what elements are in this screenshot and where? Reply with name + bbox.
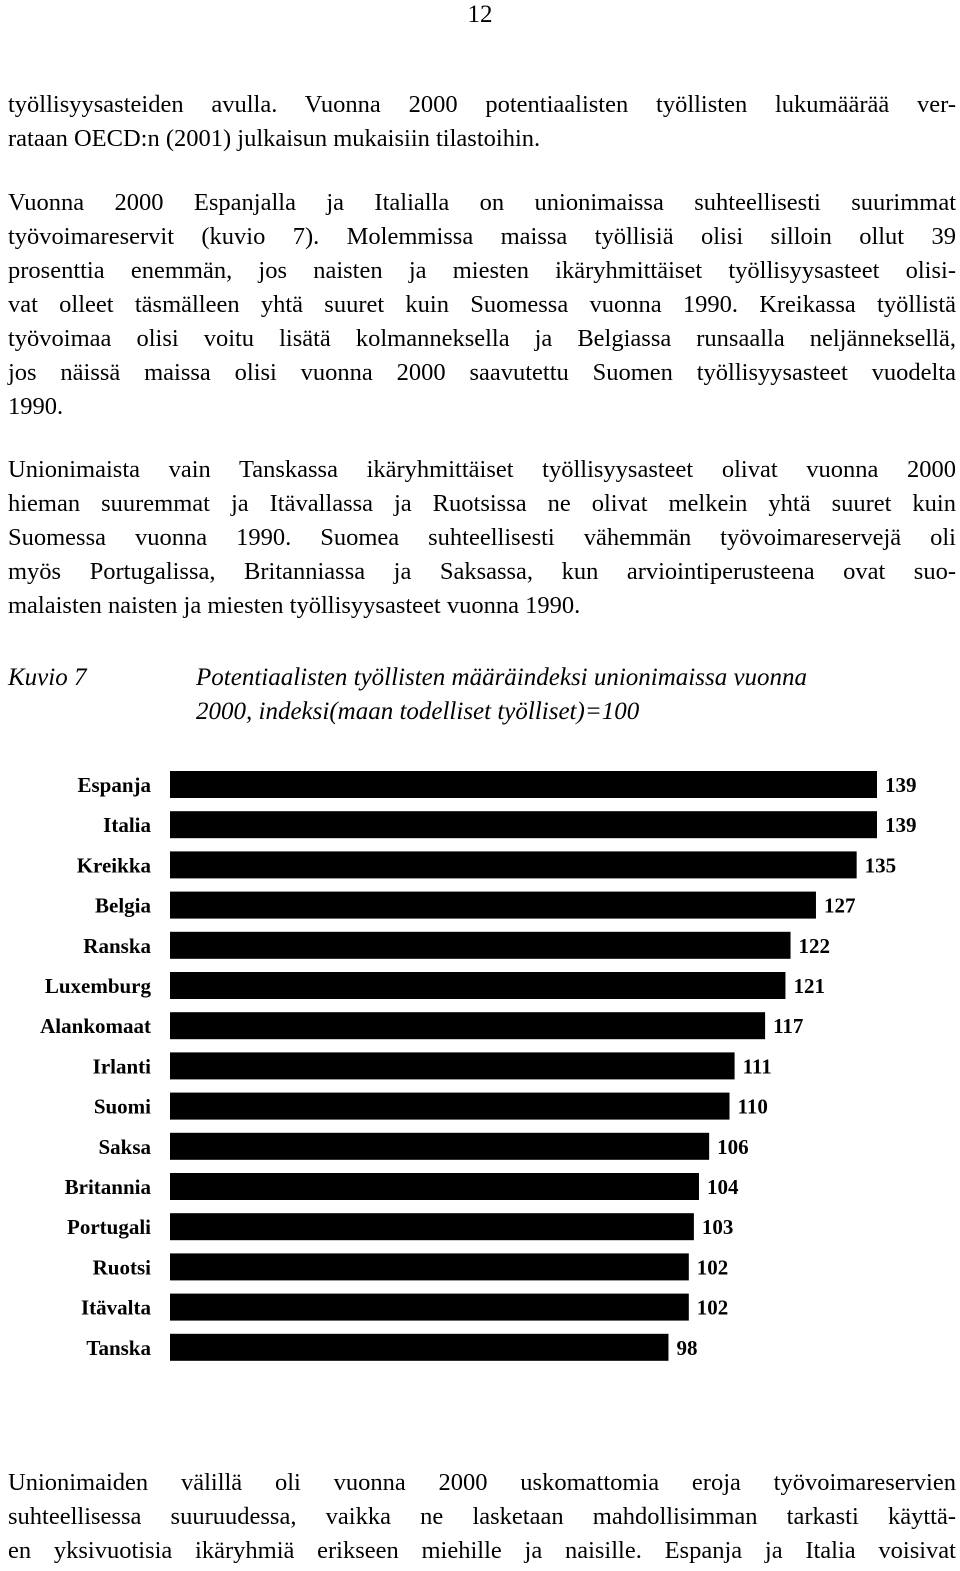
figure-title-line: 2000, indeksi(maan todelliset työlliset)=100 [196, 698, 640, 725]
bar [170, 1294, 689, 1321]
category-label: Alankomaat [40, 1014, 151, 1039]
data-label: 102 [696, 1295, 729, 1320]
category-label: Britannia [64, 1175, 151, 1199]
figure-title-line: Potentiaalisten työllisten määräindeksi unionimaissa vuonna [196, 664, 808, 691]
text-line: vat olleet täsmälleen yhtä suuret kuin Suomessa vuonna 1990. Kreikassa työllistä [8, 291, 956, 318]
text-line: prosenttia enemmän, jos naisten ja miesten ikäryhmittäiset työllisyysasteet olisi- [8, 257, 956, 284]
category-label: Suomi [93, 1094, 151, 1119]
category-label: Itävalta [81, 1295, 151, 1320]
paragraph-4 [8, 1466, 956, 1568]
data-label: 139 [885, 773, 917, 797]
data-label: 103 [701, 1215, 734, 1240]
bar [170, 851, 857, 878]
text-line: Suomessa vuonna 1990. Suomea suhteellisesti vähemmän työvoimareservejä oli [8, 524, 956, 551]
bar [170, 1093, 729, 1120]
bar [170, 892, 816, 919]
text-line: työllisyysasteiden avulla. Vuonna 2000 potentiaalisten työllisten lukumäärää ver- [8, 91, 956, 118]
category-label: Espanja [77, 773, 151, 797]
data-label: 135 [864, 853, 897, 878]
category-label: Irlanti [92, 1054, 151, 1079]
category-label: Saksa [98, 1134, 151, 1159]
text-line: työvoimaa olisi voitu lisätä kolmanneksella ja Belgiassa runsaalla neljänneksellä, [8, 325, 956, 352]
text-line: myös Portugalissa, Britanniassa ja Saksassa, kun arviointiperusteena ovat suo- [8, 558, 956, 585]
page-number: 12 [467, 1, 493, 28]
category-label: Luxemburg [44, 974, 151, 998]
bar [170, 972, 785, 999]
bar [170, 1253, 689, 1280]
text-line: Unionimaista vain Tanskassa ikäryhmittäiset työllisyysasteet olivat vuonna 2000 [8, 456, 956, 483]
category-label: Kreikka [76, 853, 151, 878]
figure-label: Kuvio 7 [8, 664, 87, 691]
text-line: Vuonna 2000 Espanjalla ja Italialla on unionimaissa suhteellisesti suurimmat [8, 189, 956, 216]
text-line: suhteellisessa suuruudessa, vaikka ne lasketaan mahdollisimman tarkasti käyttä- [8, 1503, 956, 1530]
paragraph-1 [8, 88, 956, 156]
data-label: 117 [773, 1014, 804, 1039]
text-line: en yksivuotisia ikäryhmiä erikseen miehille ja naisille. Espanja ja Italia voisivat [8, 1537, 956, 1564]
data-label: 139 [885, 813, 917, 838]
paragraph-2 [8, 186, 956, 424]
category-label: Italia [103, 813, 151, 838]
paragraph-3 [8, 453, 956, 623]
category-label: Belgia [95, 893, 151, 918]
bar [170, 1213, 694, 1240]
text-line: työvoimareservit (kuvio 7). Molemmissa maissa työllisiä olisi silloin ollut 39 [8, 223, 956, 250]
data-label: 106 [717, 1134, 749, 1159]
bar [170, 771, 877, 798]
data-label: 122 [798, 933, 831, 958]
category-label: Portugali [67, 1215, 151, 1240]
bar [170, 1133, 709, 1160]
data-label: 98 [676, 1335, 698, 1360]
text-line: jos näissä maissa olisi vuonna 2000 saavutettu Suomen työllisyysasteet vuodelta [8, 359, 956, 386]
data-label: 127 [823, 893, 856, 918]
category-label: Ruotsi [92, 1255, 151, 1280]
text-line: rataan OECD:n (2001) julkaisun mukaisiin tilastoihin. [8, 125, 541, 152]
data-label: 111 [742, 1054, 772, 1079]
data-label: 121 [793, 974, 825, 998]
text-line: Unionimaiden välillä oli vuonna 2000 uskomattomia eroja työvoimareservien [8, 1469, 956, 1496]
bar [170, 811, 877, 838]
bar [170, 1052, 735, 1079]
text-line: malaisten naisten ja miesten työllisyysasteet vuonna 1990. [8, 592, 581, 619]
bar [170, 1012, 765, 1039]
bar [170, 932, 791, 959]
text-line: 1990. [8, 393, 64, 420]
category-label: Tanska [86, 1335, 151, 1360]
bar [170, 1173, 699, 1200]
bar [170, 1334, 668, 1361]
figure-title [196, 661, 936, 729]
data-label: 104 [706, 1175, 739, 1199]
data-label: 102 [696, 1255, 729, 1280]
bar-chart [0, 760, 960, 1380]
text-line: hieman suuremmat ja Itävallassa ja Ruotsissa ne olivat melkein yhtä suuret kuin [8, 490, 956, 517]
category-label: Ranska [83, 933, 151, 958]
data-label: 110 [737, 1094, 768, 1119]
